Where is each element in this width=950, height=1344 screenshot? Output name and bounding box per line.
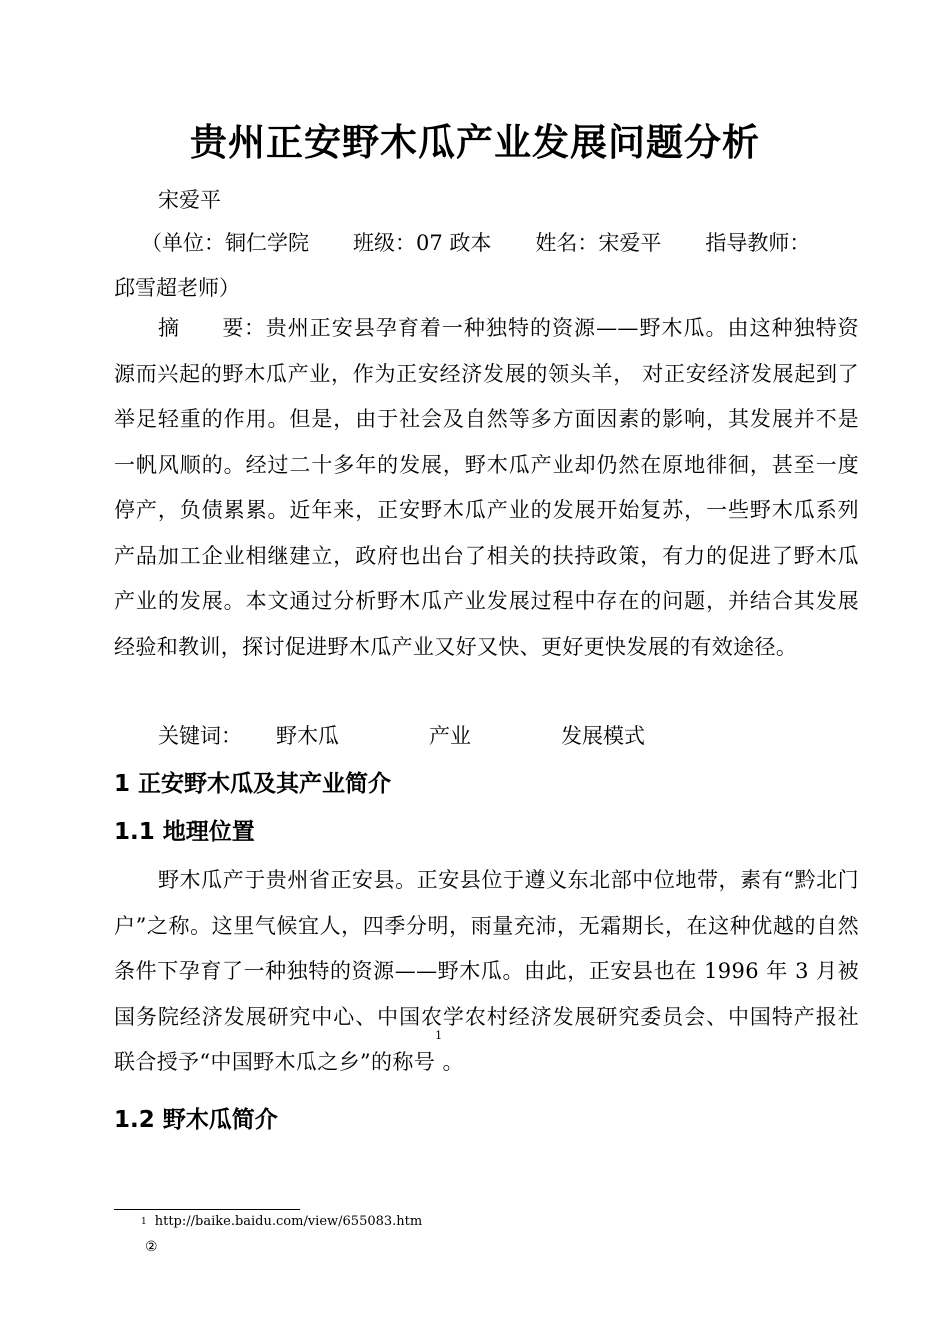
keyword-item: 产业 <box>429 724 471 748</box>
affiliation-student-name: 姓名：宋爱平 <box>535 231 662 255</box>
author-name: 宋爱平 <box>158 188 221 212</box>
footnote-number: 1 <box>141 1217 147 1227</box>
keywords-line <box>158 722 645 750</box>
document-title: 贵州正安野木瓜产业发展问题分析 <box>190 121 760 164</box>
abstract-label: 摘 要： <box>158 316 266 340</box>
keyword-item: 野木瓜 <box>276 724 339 748</box>
section-heading-1-2: 1.2 野木瓜简介 <box>114 1107 278 1133</box>
keyword-item: 发展模式 <box>561 724 645 748</box>
affiliation-advisor-name: 邱雪超老师） <box>114 276 240 300</box>
affiliation-line <box>141 229 810 257</box>
affiliation-class: 班级：07 政本 <box>353 231 492 255</box>
footnote-2: ② <box>145 1239 158 1255</box>
keywords-label: 关键词： <box>158 724 242 748</box>
section-heading-1-1: 1.1 地理位置 <box>114 819 255 845</box>
affiliation-advisor-label: 指导教师： <box>705 231 811 255</box>
footnote-reference[interactable]: 1 <box>435 1029 443 1042</box>
footnote-separator <box>114 1209 300 1210</box>
footnote-1 <box>141 1213 422 1231</box>
abstract-paragraph <box>114 306 859 670</box>
affiliation-unit: （单位：铜仁学院 <box>141 231 309 255</box>
section-1-1-body: 野木瓜产于贵州省正安县。正安县位于遵义东北部中位地带，素有“黔北门户”之称。这里气候宜人，四季分明，雨量充沛，无霜期长，在这种优越的自然条件下孕育了一种独特的资源——野木瓜。由此，正安县也在 1996 年 3 月被国务院经济发展研究中心、中国农学农村经济发展研究委员会、中国特产报社联合授予“中国野木瓜之乡”的称号$^1$。 <box>114 868 859 1074</box>
section-heading-1: 1 正安野木瓜及其产业简介 <box>114 771 392 797</box>
footnote-url[interactable]: http://baike.baidu.com/view/655083.htm <box>154 1214 423 1229</box>
abstract-text: 贵州正安县孕育着一种独特的资源——野木瓜。由这种独特资源而兴起的野木瓜产业，作为正安经济发展的领头羊， 对正安经济发展起到了举足轻重的作用。但是，由于社会及自然等多方面因素的影响，其发展并不是一帆风顺的。经过二十多年的发展，野木瓜产业却仍然在原地徘徊，甚至一度停产，负债累累。近年来，正安野木瓜产业的发展开始复苏，一些野木瓜系列产品加工企业相继建立，政府也出台了相关的扶持政策，有力的促进了野木瓜产业的发展。本文通过分析野木瓜产业发展过程中存在的问题，并结合其发展经验和教训，探讨促进野木瓜产业又好又快、更好更快发展的有效途径。 <box>114 316 860 659</box>
